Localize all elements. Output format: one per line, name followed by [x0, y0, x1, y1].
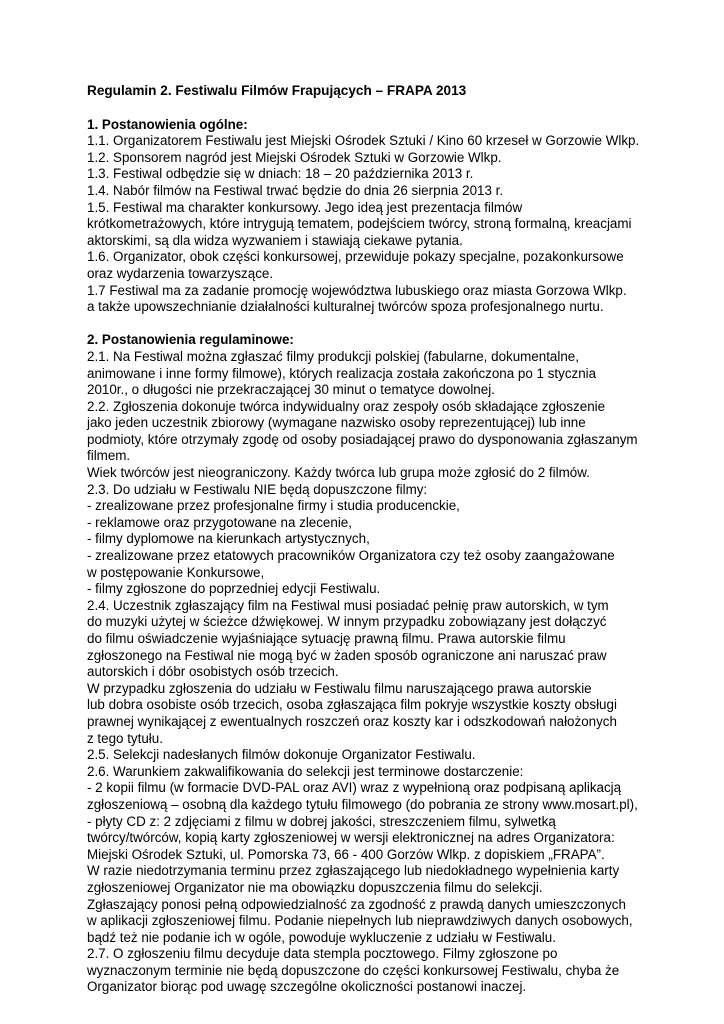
text-line: Miejski Ośrodek Sztuki, ul. Pomorska 73, 66 - 400 Gorzów Wlkp. z dopiskiem „FRAPA”. [87, 846, 605, 862]
text-line: zgłoszeniowej Organizator nie ma obowiązku dopuszczenia filmu do selekcji. [87, 879, 543, 895]
text-line: 1.1. Organizatorem Festiwalu jest Miejski Ośrodek Sztuki / Kino 60 krzeseł w Gorzowie Wlkp. [87, 133, 640, 149]
text-line: W przypadku zgłoszenia do udziału w Festiwalu filmu naruszającego prawa autorskie [87, 680, 592, 696]
text-line: zgłoszeniową – osobną dla każdego tytułu filmowego (do pobrania ze strony www.mosart.pl), [87, 796, 638, 812]
section-body [87, 349, 687, 996]
text-line: 2.7. O zgłoszeniu filmu decyduje data stempla pocztowego. Filmy zgłoszone po [87, 946, 558, 962]
text-line: autorskich i dóbr osobistych osób trzecich. [87, 664, 339, 680]
text-line: 2.1. Na Festiwal można zgłaszać filmy produkcji polskiej (fabularne, dokumentalne, [87, 348, 579, 364]
text-line: do muzyki użytej w ścieżce dźwiękowej. W innym przypadku zobowiązany jest dołączyć [87, 614, 607, 630]
section-general-provisions [87, 117, 687, 316]
text-line: oraz wydarzenia towarzyszące. [87, 265, 274, 281]
text-line: W razie niedotrzymania terminu przez zgłaszającego lub niedokładnego wypełnienia karty [87, 863, 620, 879]
text-line: w aplikacji zgłoszeniowej filmu. Podanie niepełnych lub nieprawdziwych danych osobowych, [87, 913, 633, 929]
text-line: wyznaczonym terminie nie będą dopuszczone do części konkursowej Festiwalu, chyba że [87, 962, 620, 978]
text-line: Zgłaszający ponosi pełną odpowiedzialność za zgodność z prawdą danych umieszczonych [87, 896, 626, 912]
text-line: 2.2. Zgłoszenia dokonuje twórca indywidualny oraz zespoły osób składające zgłoszenie [87, 398, 606, 414]
text-line: 2.4. Uczestnik zgłaszający film na Festiwal musi posiadać pełnię praw autorskich, w tym [87, 597, 609, 613]
text-line: twórcy/twórców, kopią karty zgłoszeniowej w wersji elektronicznej na adres Organizatora: [87, 830, 615, 846]
text-line: 1.2. Sponsorem nagród jest Miejski Ośrodek Sztuki w Gorzowie Wlkp. [87, 149, 502, 165]
section-body [87, 133, 687, 316]
text-line: - filmy dyplomowe na kierunkach artystycznych, [87, 531, 370, 547]
section-heading: 2. Postanowienia regulaminowe: [87, 332, 294, 348]
section-regulatory-provisions [87, 332, 687, 996]
text-line: zgłoszonego na Festiwal nie mogą być w żaden sposób ograniczone ani naruszać praw [87, 647, 607, 663]
text-line: aktorskimi, są dla widza wyzwaniem i stawiają ciekawe pytania. [87, 232, 463, 248]
text-line: 2.6. Warunkiem zakwalifikowania do selekcji jest terminowe dostarczenie: [87, 763, 524, 779]
text-line: 2010r., o długości nie przekraczającej 30 minut o tematyce dowolnej. [87, 382, 495, 398]
text-line: krótkometrażowych, które intrygują tematem, podejściem twórcy, stroną formalną, kreacjami [87, 216, 632, 232]
text-line: 1.4. Nabór filmów na Festiwal trwać będzie do dnia 26 sierpnia 2013 r. [87, 182, 504, 198]
text-line: - 2 kopii filmu (w formacie DVD-PAL oraz AVI) wraz z wypełnioną oraz podpisaną aplikacją [87, 780, 622, 796]
text-line: - zrealizowane przez etatowych pracowników Organizatora czy też osoby zaangażowane [87, 548, 615, 564]
text-line: prawnej wynikającej z ewentualnych roszczeń oraz koszty kar i odszkodowań nałożonych [87, 713, 617, 729]
text-line: do filmu oświadczenie wyjaśniające sytuację prawną filmu. Prawa autorskie filmu [87, 631, 566, 646]
text-line: 1.6. Organizator, obok części konkursowej, przewiduje pokazy specjalne, pozakonkursowe [87, 249, 624, 265]
text-line: - reklamowe oraz przygotowane na zlecenie, [87, 514, 352, 530]
text-line: 1.3. Festiwal odbędzie się w dniach: 18 – 20 października 2013 r. [87, 166, 474, 182]
text-line: 2.5. Selekcji nadesłanych filmów dokonuje Organizator Festiwalu. [87, 747, 476, 763]
text-line: 1.7 Festiwal ma za zadanie promocję województwa lubuskiego oraz miasta Gorzowa Wlkp. [87, 282, 627, 298]
text-line: Organizator biorąc pod uwagę szczególne okoliczności postanowi inaczej. [87, 979, 527, 995]
text-line: podmioty, które otrzymały zgodę od osoby posiadającej prawo do dysponowania zgłaszanym [87, 431, 638, 447]
text-line: 2.3. Do udziału w Festiwalu NIE będą dopuszczone filmy: [87, 481, 428, 497]
text-line: lub dobra osobiste osób trzecich, osoba zgłaszająca film pokryje wszystkie koszty obsługi [87, 697, 617, 713]
text-line: animowane i inne formy filmowe), których realizacja została zakończona po 1 stycznia [87, 365, 597, 381]
text-line: - płyty CD z: 2 zdjęciami z filmu w dobrej jakości, streszczeniem filmu, sylwetką [87, 813, 556, 829]
text-line: jako jeden uczestnik zbiorowy (wymagane nazwisko osoby reprezentującej) lub inne [87, 415, 586, 431]
text-line: a także upowszechnianie działalności kulturalnej twórców spoza profesjonalnego nurtu. [87, 299, 604, 315]
text-line: w postępowanie Konkursowe, [87, 564, 265, 580]
section-heading: 1. Postanowienia ogólne: [87, 116, 248, 132]
document-title: Regulamin 2. Festiwalu Filmów Frapujących – FRAPA 2013 [87, 83, 467, 98]
text-line: filmem. [87, 448, 131, 464]
text-line: - zrealizowane przez profesjonalne firmy i studia producenckie, [87, 498, 460, 514]
document-page [87, 83, 687, 1013]
text-line: 1.5. Festiwal ma charakter konkursowy. Jego ideą jest prezentacja filmów [87, 199, 523, 215]
text-line: - filmy zgłoszone do poprzedniej edycji Festiwalu. [87, 581, 381, 597]
text-line: bądź też nie podanie ich w ogóle, powoduje wykluczenie z udziału w Festiwalu. [87, 929, 556, 945]
text-line: Wiek twórców jest nieograniczony. Każdy twórca lub grupa może zgłosić do 2 filmów. [87, 465, 590, 481]
text-line: z tego tytułu. [87, 730, 163, 746]
